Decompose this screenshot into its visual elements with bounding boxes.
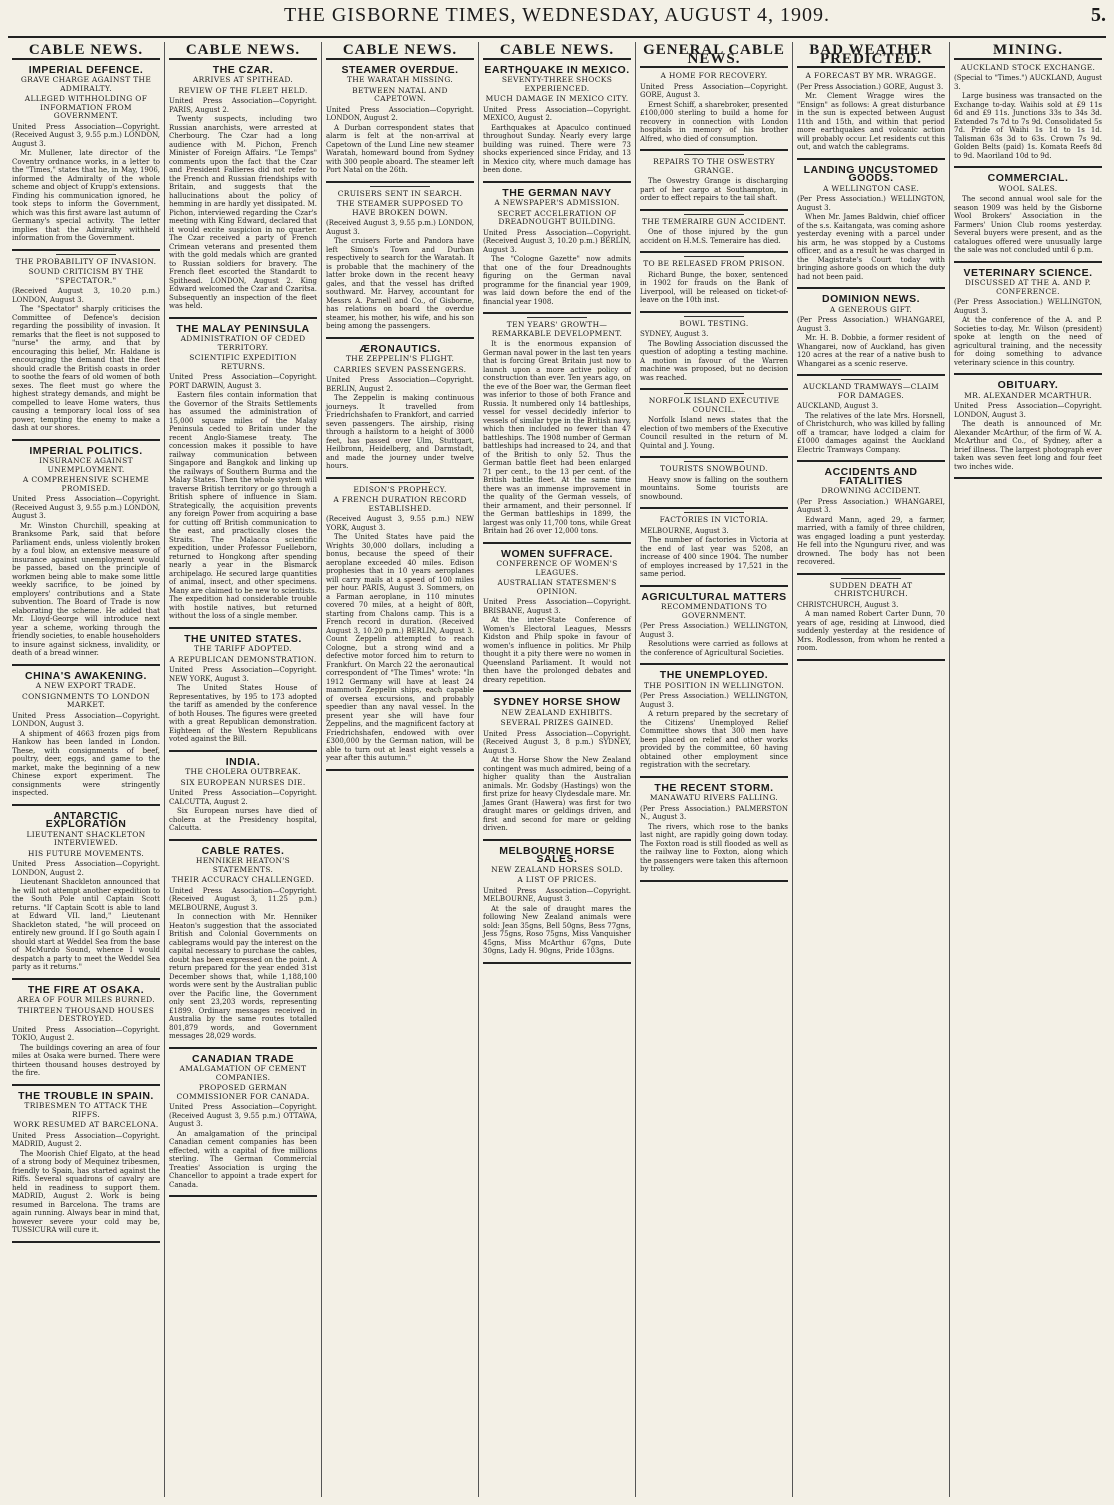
article-subheading: DISCUSSED AT THE A. AND P. CONFERENCE.	[964, 278, 1092, 296]
dateline: United Press Association—Copyright. (Received August 3, 11.25 p.m.) MELBOURNE, August 3.	[169, 886, 317, 912]
article-separator	[797, 374, 945, 376]
article-subheading: WOOL SALES.	[998, 183, 1058, 193]
article-body: The second annual wool sale for the season 1909 was held by the Gisborne Wool Brokers' Association in the Farmers' Union Club rooms yesterday. Several buyers were present, and as the catalogues offered were unusually large the sale was not concluded until 6 p.m.	[954, 195, 1102, 254]
dateline: (Per Press Association.) PALMERSTON N., August 3.	[640, 804, 788, 821]
article-body: Mr. Mullener, late director of the Coventry ordnance works, in a letter to the "Times," states that he, in May, 1906, informed the Admiralty of the whole scheme and object of Krupp's extensions. Finding his communication ignored, he took steps to inform the Government, which was this first aware last autumn of Germany's special activity. The letter implies that the Admiralty withheld information from the Government.	[12, 149, 160, 242]
article-subheading: MR. ALEXANDER MCARTHUR.	[964, 390, 1092, 400]
article-heading: CABLE RATES.	[201, 844, 285, 857]
article-subheading: REVIEW OF THE FLEET HELD.	[178, 85, 308, 95]
article	[640, 393, 788, 458]
article-separator	[797, 158, 945, 160]
dateline: (Per Press Association.) WELLINGTON, August 3.	[640, 622, 788, 639]
article-body: Six European nurses have died of cholera at the Presidency hospital, Calcutta.	[169, 807, 317, 832]
article-body: A man named Robert Carter Dunn, 70 years of age, residing at Linwood, died suddenly yesterday at the residence of Mrs. Rodlesson, from whom he rented a room.	[797, 610, 945, 652]
divider	[684, 316, 743, 317]
article	[169, 1052, 317, 1198]
article	[326, 482, 474, 771]
article-subheading: MANAWATU RIVERS FALLING.	[649, 793, 779, 802]
article-subheading: ADMINISTRATION OF CEDED TERRITORY.	[180, 334, 306, 352]
article	[640, 781, 788, 882]
article-body: One of those injured by the gun accident on H.M.S. Temeraire has died.	[640, 228, 788, 245]
article-subheading: THE PROBABILITY OF INVASION.	[15, 256, 157, 266]
article-subheading: THEIR ACCURACY CHALLENGED.	[171, 875, 315, 884]
dateline: United Press Association—Copyright. LONDON, August 2.	[12, 860, 160, 877]
article-body: The rivers, which rose to the banks last night, are rapidly going down today. The Foxton road is still flooded as well as the railway line to Foxton, along which the passengers were taken this afternoon by trolley.	[640, 822, 788, 873]
columns	[8, 42, 1106, 1497]
article	[169, 632, 317, 752]
article-subheading: A WELLINGTON CASE.	[822, 183, 920, 193]
dateline: AUCKLAND, August 3.	[797, 402, 879, 410]
article-subheading: A HOME FOR RECOVERY.	[660, 71, 768, 80]
article	[483, 844, 631, 964]
divider	[684, 214, 743, 215]
article-subheading: GRAVE CHARGE AGAINST THE ADMIRALTY.	[20, 75, 152, 93]
article-separator	[326, 337, 474, 339]
article-subheading: MUCH DAMAGE IN MEXICO CITY.	[485, 94, 629, 103]
article	[640, 671, 788, 778]
article-subheading: SCIENTIFIC EXPEDITION RETURNS.	[189, 353, 297, 371]
article-separator	[954, 261, 1102, 263]
article-separator	[169, 627, 317, 629]
dateline: United Press Association—Copyright. (Received August 3, 10.20 p.m.) BERLIN, August 3.	[483, 228, 631, 254]
article-body: The United States have paid the Wrights 30,000 dollars, including a bonus, because the speed of their aeroplane exceeded 40 miles. Edison prophesies that in 10 years aeroplanes will carry mails at a speed of 100 miles per hour. PARIS, August 3. Sommers, on a Farman aeroplane, in 110 minutes covered 70 miles, at a height of 80ft, starting from Chalons camp. This is a French record in duration. (Received August 3, 10.20 p.m.) BERLIN, August 3. Count Zeppelin attempted to reach Cologne, but a strong wind and a defective motor forced him to return to Frankfurt. On March 22 the aeronautical correspondent of "The Times" wrote: "In 1912 Germany will have at least 24 mammoth Zeppelin ships, each capable of oversea excursions, and probably speedier than any naval vessel. In the present year she will have four Zeppelins, and the magnificent factory at Friedrichshafen, endowed with over £300,000 by the German nation, will be able to turn out at least eight vessels a year after this autumn."	[326, 533, 474, 762]
column-6	[793, 42, 950, 1497]
article-separator	[797, 460, 945, 462]
article-subheading: A REPUBLICAN DEMONSTRATION.	[169, 654, 317, 664]
article-heading: AGRICULTURAL MATTERS	[641, 590, 787, 603]
column-1	[8, 42, 165, 1497]
article	[169, 322, 317, 629]
article-heading: COMMERCIAL.	[987, 172, 1069, 184]
article-separator	[483, 181, 631, 183]
dateline: (Received August 3, 9.55 p.m.) LONDON, August 3.	[326, 219, 474, 236]
article-subheading: AREA OF FOUR MILES BURNED.	[17, 995, 155, 1004]
column-4	[479, 42, 636, 1497]
article-body: The death is announced of Mr. Alexander McArthur, of the firm of W. A. McArthur and Co., of Sydney, after a brief illness. The largest photograph ever taken was seven feet long and four feet two inches wide.	[954, 420, 1102, 471]
article	[12, 983, 160, 1086]
article-subheading: INSURANCE AGAINST UNEMPLOYMENT.	[39, 456, 133, 474]
divider	[841, 578, 900, 579]
article-subheading: TEN YEARS' GROWTH—REMARKABLE DEVELOPMENT.	[491, 320, 623, 338]
article-subheading: SEVERAL PRIZES GAINED.	[500, 718, 614, 727]
column-banner: MINING.	[954, 42, 1102, 60]
article-subheading: NORFOLK ISLAND EXECUTIVE COUNCIL.	[648, 396, 780, 414]
article-body: Mr. Clement Wragge wires the "Ensign" as follows: A great disturbance in the sun is expected between August 11th and 15th, and within that period more earthquakes and volcanic action will probably occur. Let residents cut this out, and watch the cablegrams.	[797, 92, 945, 151]
newspaper-title: THE GISBORNE TIMES, WEDNESDAY, AUGUST 4, 1909.	[283, 4, 831, 26]
article-subheading: THE WARATAH MISSING.	[346, 75, 454, 84]
article-subheading: A COMPREHENSIVE SCHEME PROMISED.	[22, 475, 150, 493]
article-body: It is the enormous expansion of German naval power in the last ten years that is forcing Great Britain just now to launch upon a more active policy of construction than ever. Ten years ago, on the eve of the Boer war, the German fleet was inferior to those of both France and Russia. It numbered only 14 battleships, vessel for vessel decidedly inferior to vessels of similar type in the British navy, which then included no fewer than 47 battleships. The 1908 number of German battleships had increased to 24, and that of the British to only 52. Thus the German battle fleet had been enlarged 71 per cent., to the 13 per cent. of the British battle fleet. At the same time there was an immense improvement in the quality of the German vessels, of their armament, and their personnel. If the German battleships in 1899, the largest was only 11,700 tons, while Great Britain had 26 over 12,000 tons.	[483, 340, 631, 535]
column-banner: CABLE NEWS.	[483, 42, 631, 60]
article-body: Twenty suspects, including two Russian anarchists, were arrested at Cherbourg. The Czar had a long audience with M. Pichon, French Minister of Foreign Affairs. "Le Temps" comments upon the fact that the Czar and President Fallieres did not refer to the French and Russian friendships with Britain, and suggests that the hallucinations about the policy of hemming in are hardly yet dissipated. M. Pichon, interviewed regarding the Czar's meeting with King Edward, declared that it would excite suspicion in no quarter. The Czar received a party of French Crimean veterans and presented them with the gold medals which are granted to Russian soldiers for bravery. The French fleet escorted the Standardt to Spithead. LONDON, August 2. King Edward welcomed the Czar and Czaritsa. Subsequently an inspection of the fleet was held.	[169, 115, 317, 310]
article-body: Resolutions were carried as follows at the conference of Agricultural Societies.	[640, 640, 788, 657]
article-subheading: CRUISERS SENT IN SEARCH.	[337, 188, 463, 198]
dateline: MELBOURNE, August 3.	[640, 526, 729, 535]
article-body: The Moorish Chief Elgato, at the head of a strong body of Mequinez tribesmen, friendly to Spain, has started against the Riffs. Several squadrons of cavalry are held in readiness to support them. MADRID, August 2. Work is being resumed in Barcelona. The trams are again running. Always bear in mind that, however severe your cold may be, TUSSICURA will cure it.	[12, 1149, 160, 1234]
dateline: United Press Association—Copyright. PARIS, August 2.	[169, 97, 317, 114]
dateline: (Per Press Association.) WHANGAREI, August 3.	[797, 316, 945, 333]
article-subheading: NEW ZEALAND HORSES SOLD.	[491, 864, 623, 874]
article	[483, 317, 631, 544]
dateline: United Press Association—Copyright. TOKIO, August 2.	[12, 1025, 160, 1042]
article-heading: THE FIRE AT OSAKA.	[27, 983, 145, 996]
article-subheading: THE TEMERAIRE GUN ACCIDENT.	[641, 216, 787, 226]
column-2	[165, 42, 322, 1497]
article-subheading: TO BE RELEASED FROM PRISON.	[643, 259, 785, 268]
article	[169, 755, 317, 841]
article	[640, 72, 788, 151]
article-heading: VETERINARY SCIENCE.	[963, 266, 1093, 279]
article-heading: THE TROUBLE IN SPAIN.	[18, 1089, 154, 1102]
article-subheading: AMALGAMATION OF CEMENT COMPANIES.	[179, 1064, 307, 1082]
article-body: A Durban correspondent states that alarm is felt at the non-arrival at Capetown of the Lund Line new steamer Waratah, homeward bound from Sydney with 300 people aboard. The steamer left Port Natal on the 26th.	[326, 123, 474, 174]
article-body: At the Horse Show the New Zealand contingent was much admired, being of a higher quality than the Australian animals. Mr. Godsby (Hastings) won the first prize for heavy Clydesdale mare. Mr. James Grant (Hawera) was first for two draught mares or geldings driven, and first and second for mare or gelding driven.	[483, 756, 631, 832]
article-subheading: SEVENTY-THREE SHOCKS EXPERIENCED.	[501, 75, 613, 93]
column-5	[636, 42, 793, 1497]
article-subheading: REPAIRS TO THE OSWESTRY GRANGE.	[653, 157, 775, 175]
article-separator	[12, 804, 160, 806]
article-subheading: SOUND CRITICISM BY THE "SPECTATOR."	[28, 267, 144, 285]
divider	[56, 254, 115, 255]
masthead	[8, 4, 1106, 38]
article-separator	[12, 439, 160, 441]
column-banner: CABLE NEWS.	[12, 42, 160, 60]
article-subheading: BOWL TESTING.	[679, 318, 749, 328]
article-separator	[640, 663, 788, 665]
article-separator	[640, 585, 788, 587]
article	[640, 316, 788, 391]
article-subheading: ALLEGED WITHHOLDING OF INFORMATION FROM GOVERNMENT.	[24, 94, 148, 120]
article	[483, 63, 631, 183]
article	[12, 254, 160, 441]
dateline: (Per Press Association.) WELLINGTON, August 3.	[640, 692, 788, 709]
dateline: United Press Association—Copyright. (Received August 3, 8 p.m.) SYDNEY, August 3.	[483, 729, 631, 755]
article	[640, 256, 788, 313]
article-body: The number of factories in Victoria at the end of last year was 5208, an increase of 400 since 1904. The number of employes increased by 17,521 in the same period.	[640, 536, 788, 578]
article-subheading: WORK RESUMED AT BARCELONA.	[13, 1120, 159, 1129]
divider	[684, 461, 743, 462]
article-subheading: HIS FUTURE MOVEMENTS.	[27, 848, 145, 858]
article-body: Ernest Schiff, a sharebroker, presented £100,000 sterling to build a home for recovery in connection with London hospitals in memory of his brother Alfred, who died of consumption.	[640, 100, 788, 143]
article-body: The "Spectator" sharply criticises the Committee of Defence's decision regarding the possibility of invasion. It remarks that the fleet is not supposed to "nurse" the army, and that by encouraging this belief, Mr. Haldane is encouraging the demand that the fleet should cradle the British coasts in order to soothe the fears of old women of both sexes. The fleet must go where the highest strategy demands, and might be compelled to leave Home waters, thus causing a temporary local loss of sea power, tempting the enemy to make a dash at our shores.	[12, 305, 160, 432]
article-body: Mr. H. B. Dobbie, a former resident of Whangarei, now of Auckland, has given 120 acres at the rear of a native bush to Whangarei as a scenic reserve.	[797, 334, 945, 368]
article	[169, 844, 317, 1049]
article-subheading: THE STEAMER SUPPOSED TO HAVE BROKEN DOWN.	[336, 199, 464, 217]
column-banner: BAD WEATHER PREDICTED.	[797, 42, 945, 68]
article-subheading: A GENEROUS GIFT.	[829, 304, 913, 314]
dateline: (Per Press Association.) WHANGAREI, August 3.	[797, 497, 945, 514]
article-separator	[640, 311, 788, 313]
article-heading: ÆRONAUTICS.	[359, 342, 441, 355]
dateline: United Press Association—Copyright. NEW YORK, August 3.	[169, 666, 317, 683]
column-banner: GENERAL CABLE NEWS.	[640, 42, 788, 68]
dateline: United Press Association—Copyright. LONDON, August 3.	[954, 402, 1102, 419]
dateline: (Per Press Association.) WELLINGTON, August 3.	[797, 195, 945, 212]
article	[483, 186, 631, 315]
article-heading: IMPERIAL POLITICS.	[29, 444, 143, 457]
article-heading: DOMINION NEWS.	[822, 293, 920, 305]
divider	[527, 317, 586, 318]
article	[12, 669, 160, 806]
article	[954, 266, 1102, 376]
article	[640, 512, 788, 587]
article-heading: OBITUARY.	[997, 379, 1059, 391]
article-separator	[640, 388, 788, 390]
article-body: A shipment of 4663 frozen pigs from Hankow has been landed in London. These, with consignments of beef, poultry, deer, eggs, and game to the market, make the beginning of a new Chinese export experiment. The consignments were stringently inspected.	[12, 729, 160, 797]
article-subheading: THE POSITION IN WELLINGTON.	[643, 680, 785, 690]
article	[797, 379, 945, 462]
dateline: United Press Association—Copyright. GORE, August 3.	[640, 82, 788, 99]
article-separator	[640, 507, 788, 509]
article	[640, 154, 788, 211]
article-separator	[640, 149, 788, 151]
article	[954, 174, 1102, 263]
article-heading: EARTHQUAKE IN MEXICO.	[484, 63, 630, 76]
article-body: When Mr. James Baldwin, chief officer of the s.s. Kaitangata, was coming ashore yesterday evening with a parcel under his arm, he was stopped by a Customs officer, and as a result he was charged in the Magistrate's Court today with bringing ashore goods on which the duty had not been paid.	[797, 213, 945, 281]
article-heading: WOMEN SUFFRACE.	[501, 547, 613, 560]
article-subheading: AUCKLAND STOCK EXCHANGE.	[960, 62, 1096, 72]
article-body: In connection with Mr. Henniker Heaton's suggestion that the associated British and Colonial Governments on cablegrams would pay the interest on the capital necessary to purchase the cables, doubt has been expressed on the point. A return prepared for the year ended 31st December shows that, while 1,188,100 words were sent by the Australian public over the Pacific line, the Government only sent 23,203 words, representing £1899. Ordinary messages received in Australia by the same routes totalled 801,879 words, and Government messages 28,029 words.	[169, 913, 317, 1040]
article-body: The Zeppelin is making continuous journeys. It travelled from Friedrichshafen to Frankfort, and carried seven passengers. The airship, rising through a hailstorm to a height of 3000 feet, has passed over Ulm, Stuttgart, Heilbronn, Heidelberg, and Darmstadt, and made the journey under twelve hours.	[326, 394, 474, 470]
article-separator	[640, 776, 788, 778]
article	[797, 468, 945, 575]
article-separator	[640, 880, 788, 882]
dateline: CHRISTCHURCH, August 3.	[797, 600, 899, 609]
divider	[684, 154, 743, 155]
dateline: United Press Association—Copyright. (Received August 3, 9.55 p.m.) OTTAWA, August 3.	[169, 1103, 317, 1128]
divider	[841, 379, 900, 380]
article-body: At the inter-State Conference of Women's Electoral Leagues, Messrs Kidston and Philp spoke in favour of women's influence in politics. Mr Philp thought it a pity there were no women in Queensland Parliament. It would not then have the prolonged debates and dreary repetition.	[483, 616, 631, 684]
article-heading: STEAMER OVERDUE.	[341, 63, 459, 76]
article	[12, 809, 160, 980]
article-separator	[483, 690, 631, 692]
article-separator	[326, 769, 474, 771]
dateline: United Press Association—Copyright. MEXICO, August 2.	[483, 105, 631, 122]
dateline: United Press Association—Copyright. (Received August 3, 9.55 p.m.) LONDON, August 3.	[12, 495, 160, 520]
article-body: The relatives of the late Mrs. Horsnell, of Christchurch, who was killed by falling off a tramcar, have lodged a claim for £1000 damages against the Auckland Electric Tramways Company.	[797, 411, 945, 454]
article-separator	[169, 839, 317, 841]
article-body: Mr. Winston Churchill, speaking at Branksome Park, said that before Parliament ends, unless violently broken by a foul blow, an extensive measure of insurance against unemployment would be passed, based on the principle of workmen being able to make some little weekly sacrifice, to be joined by employers' contributions and a State subvention. The Board of Trade is now elaborating the scheme. He added that Mr. Lloyd-George will introduce next year a scheme, working through the friendly societies, to enable householders to insure against sickness, invalidity, or death of a bread winner.	[12, 521, 160, 657]
dateline: United Press Association—Copyright. MELBOURNE, August 3.	[483, 886, 631, 903]
article-separator	[640, 251, 788, 253]
article-heading: CHINA'S AWAKENING.	[25, 669, 147, 682]
article-body: Lieutenant Shackleton announced that he will not attempt another expedition to the South Pole until Captain Scott returns. "If Captain Scott is able to land at Edward VII. land," Lieutenant Shackleton stated, "he will proceed on entirely new ground. If I go South again I should start at Weddel Sea from the base of McMurdo Sound, whence I would despatch a party to meet the Weddel Sea party as it returns."	[12, 878, 160, 971]
article-separator	[483, 962, 631, 964]
divider	[684, 256, 743, 257]
article-separator	[326, 181, 474, 183]
article-subheading: A NEWSPAPER'S ADMISSION.	[494, 198, 620, 207]
article-heading: CANADIAN TRADE	[191, 1052, 295, 1065]
article-separator	[797, 659, 945, 661]
article-subheading: SECRET ACCELERATION OF DREADNOUGHT BUILDING.	[497, 208, 617, 226]
article-body: The United States House of Representatives, by 195 to 173 adopted the tariff as amended by the conference of both Houses. The figures were greeted with a great Republican demonstration. Eighteen of the Western Republicans voted against the Bill.	[169, 684, 317, 743]
article-separator	[954, 373, 1102, 375]
article	[640, 590, 788, 666]
article-heading: THE UNEMPLOYED.	[659, 669, 769, 681]
article-separator	[169, 1195, 317, 1197]
article-separator	[640, 456, 788, 458]
article-body: The Bowling Association discussed the question of adopting a testing machine. A motion in favour of the Warren machine was proposed, but no decision was reached.	[640, 339, 788, 382]
article-subheading: DROWNING ACCIDENT.	[821, 486, 921, 495]
divider	[684, 393, 743, 394]
article-subheading: RECOMMENDATIONS TO GOVERNMENT.	[660, 602, 768, 620]
article-heading: THE RECENT STORM.	[654, 781, 774, 794]
article-subheading: THIRTEEN THOUSAND HOUSES DESTROYED.	[17, 1005, 155, 1023]
article-separator	[483, 542, 631, 544]
article	[326, 63, 474, 183]
article-heading: INDIA.	[225, 755, 261, 768]
dateline: (Special to "Times.") AUCKLAND, August 3.	[954, 74, 1102, 91]
article-separator	[797, 287, 945, 289]
article-subheading: NEW ZEALAND EXHIBITS.	[501, 707, 613, 717]
column-banner: CABLE NEWS.	[169, 42, 317, 60]
article	[797, 578, 945, 661]
article-subheading: HENNIKER HEATON'S STATEMENTS.	[195, 856, 291, 874]
dateline: (Per Press Association.) WELLINGTON, August 3.	[954, 298, 1102, 315]
article-body: An amalgamation of the principal Canadian cement companies has been effected, with a capital of five millions sterling. The German Commercial Treaties' Association is urging the Chancellor to appoint a trade expert for Canada.	[169, 1129, 317, 1189]
article-separator	[169, 1047, 317, 1049]
article	[797, 295, 945, 376]
article-subheading: EDISON'S PROPHECY.	[353, 484, 447, 494]
dateline: United Press Association—Copyright. BRISBANE, August 3.	[483, 598, 631, 615]
article-separator	[12, 1241, 160, 1243]
article	[12, 63, 160, 251]
article-subheading: AUSTRALIAN STATESMEN'S OPINION.	[497, 578, 617, 596]
page-number: 5.	[1091, 4, 1106, 26]
article-body: Richard Bunge, the boxer, sentenced in 1902 for frauds on the Bank of Liverpool, will be released on ticket-of-leave on the 10th inst.	[640, 270, 788, 304]
article-subheading: CONSIGNMENTS TO LONDON MARKET.	[22, 691, 150, 709]
article-heading: THE UNITED STATES.	[184, 632, 302, 645]
article-subheading: AUCKLAND TRAMWAYS—CLAIM FOR DAMAGES.	[803, 382, 939, 400]
article-separator	[169, 317, 317, 319]
article	[483, 547, 631, 693]
article-subheading: SIX EUROPEAN NURSES DIE.	[180, 777, 306, 787]
article-body: Large business was transacted on the Exchange to-day. Waihis sold at £9 11s 6d and £9 11s. Junctions 33s to 34s 3d. Extended 7s 7d to 7s 9d. Consolidated 5s 7d. Pride of Waihi 1s 1d to 1s 1d. Talisman 63s 3d to 63s. Crown 7s 9d. Golden Belts (paid) 1s. Komata Reefs 8d to 9d. Maoriland 10d to 9d.	[954, 92, 1102, 160]
article-body: Earthquakes at Apaculco continued throughout Sunday. Nearly every large building was ruined. There were 73 shocks experienced since Friday, and 13 in Mexico city, where much damage has been done.	[483, 123, 631, 174]
article-subheading: CONFERENCE OF WOMEN'S LEAGUES.	[496, 559, 618, 577]
article-body: Norfolk Island news states that the election of two members of the Executive Council resulted in the return of M. Quintal and J. Young.	[640, 416, 788, 450]
article-body: The "Cologne Gazette" now admits that one of the four Dreadnoughts figuring on the German naval programme for the financial year 1909, was laid down before the end of the financial year 1908.	[483, 255, 631, 306]
article	[954, 64, 1102, 169]
article-separator	[326, 477, 474, 479]
article-subheading: PROPOSED GERMAN COMMISSIONER FOR CANADA.	[176, 1083, 310, 1101]
column-3	[322, 42, 479, 1497]
article-body: A return prepared by the secretary of the Citizens' Unemployed Relief Committee shows that 300 men have been placed on relief and other works provided by the committee, 60 having obtained other employment since registration with the secretary.	[640, 710, 788, 769]
article-separator	[12, 978, 160, 980]
article-body: Eastern files contain information that the Governor of the Straits Settlements has assumed the administration of 15,000 square miles of the Malay Peninsula ceded to Britain under the recent Anglo-Siamese treaty. The concession makes it possible to have railway communication between Singapore and Bangkok and linking up the railways of Southern Burma and the Malay States. Then the whole system will traverse British territory or go through a British sphere of influence in Siam. Strategically, the acquisition prevents any foreign Power from acquiring a base for cutting off British communication to the east, and practically closes the Straits. The Malacca scientific expedition, under Professor Fuelleborn, returned to Hongkong after spending nearly a year in the Bismarck archipelago. He secured large quantities of animal, insect, and other specimens. Many are claimed to be new to scientists. The expedition had considerable trouble with hostile natives, but returned without the loss of a single member.	[169, 391, 317, 620]
article-subheading: LIEUTENANT SHACKLETON INTERVIEWED.	[26, 829, 146, 847]
article-subheading: THE TARIFF ADOPTED.	[194, 644, 292, 653]
article	[169, 63, 317, 319]
article-separator	[12, 664, 160, 666]
article-body: The buildings covering an area of four miles at Osaka were burned. There were thirteen thousand houses destroyed by the fire.	[12, 1043, 160, 1077]
article-separator	[483, 312, 631, 314]
dateline: SYDNEY, August 3.	[640, 330, 709, 338]
article-heading: SYDNEY HORSE SHOW	[493, 696, 621, 708]
article-heading: LANDING UNCUSTOMED GOODS.	[803, 163, 939, 184]
article-heading: ANTARCTIC EXPLORATION	[45, 809, 127, 830]
article	[326, 342, 474, 479]
article-separator	[954, 166, 1102, 168]
article-body: At the conference of the A. and P. Societies to-day, Mr. Wilson (president) spoke at length on the need of agricultural training, and the necessity for doing something to advance veterinary science in this country.	[954, 316, 1102, 367]
article-subheading: A LIST OF PRICES.	[517, 875, 597, 884]
article	[797, 72, 945, 160]
article-heading: THE MALAY PENINSULA	[176, 322, 310, 335]
article-subheading: ARRIVES AT SPITHEAD.	[192, 75, 294, 84]
article-separator	[640, 209, 788, 211]
dateline: United Press Association—Copyright. BERLIN, August 2.	[326, 376, 474, 393]
column-7	[950, 42, 1106, 1497]
article-body: The Oswestry Grange is discharging part of her cargo at Southampton, in order to effect repairs to the tail shaft.	[640, 177, 788, 202]
article-body: Heavy snow is falling on the southern mountains. Some tourists are snowbound.	[640, 475, 788, 501]
article	[483, 698, 631, 841]
article	[797, 163, 945, 290]
article	[12, 444, 160, 666]
article-heading: ACCIDENTS AND FATALITIES	[824, 466, 918, 487]
article-subheading: THE CHOLERA OUTBREAK.	[185, 767, 301, 776]
article-heading: THE CZAR.	[212, 63, 274, 76]
article-subheading: A NEW EXPORT TRADE.	[35, 681, 137, 690]
divider	[684, 512, 743, 513]
article	[640, 214, 788, 254]
article-separator	[12, 249, 160, 251]
article-subheading: A FORECAST BY MR. WRAGGE.	[805, 71, 937, 80]
dateline: United Press Association—Copyright. PORT DARWIN, August 3.	[169, 373, 317, 390]
dateline: United Press Association—Copyright. LONDON, August 3.	[12, 711, 160, 728]
article-body: The cruisers Forte and Pandora have left Simon's Town and Durban respectively to search for the Waratah. It is probable that the machinery of the latter broke down in the recent heavy gales, and that the vessel has drifted southward. Mr. Harvey, accountant for Messrs A. Parnell and Co., of Gisborne, has relations on board the overdue steamer, his mother, his wife, and his son being among the passengers.	[326, 237, 474, 330]
article-subheading: BETWEEN NATAL AND CAPETOWN.	[352, 85, 448, 103]
article-subheading: CARRIES SEVEN PASSENGERS.	[333, 364, 467, 374]
article-subheading: THE ZEPPELIN'S FLIGHT.	[345, 354, 455, 363]
article	[12, 1089, 160, 1243]
article-separator	[797, 573, 945, 575]
article-separator	[12, 1084, 160, 1086]
article-body: Edward Mann, aged 29, a farmer, married, with a family of three children, was engaged loading a punt yesterday. He fell into the Ngunguru river, and was drowned. The body has not been recovered.	[797, 515, 945, 566]
article-subheading: A FRENCH DURATION RECORD ESTABLISHED.	[333, 495, 467, 513]
article-separator	[483, 839, 631, 841]
column-banner: CABLE NEWS.	[326, 42, 474, 60]
article-subheading: TRIBESMEN TO ATTACK THE RIFFS.	[24, 1101, 148, 1119]
article-heading: MELBOURNE HORSE SALES.	[499, 844, 615, 865]
dateline: United Press Association—Copyright. LONDON, August 2.	[326, 105, 474, 122]
dateline: United Press Association—Copyright. MADRID, August 2.	[12, 1131, 160, 1148]
article-separator	[954, 477, 1102, 479]
article	[954, 381, 1102, 479]
divider	[370, 186, 429, 187]
article	[326, 186, 474, 339]
article-separator	[169, 750, 317, 752]
article-subheading: TOURISTS SNOWBOUND.	[660, 464, 768, 473]
article-body: At the sale of draught mares the following New Zealand animals were sold: Jean 35gns, Bell 50gns, Bess 77gns, Jess 75gns, Roso 75gns, Miss Vanquisher 45gns, Miss McArthur 67gns, Dute 30gns, Lady H. 90gns, Pride 103gns.	[483, 904, 631, 955]
divider	[370, 482, 429, 483]
dateline: (Per Press Association.) GORE, August 3.	[797, 82, 944, 91]
article-heading: IMPERIAL DEFENCE.	[28, 63, 144, 76]
dateline: United Press Association—Copyright. (Received August 3, 9.55 p.m.) LONDON, August 3.	[12, 122, 160, 148]
article-subheading: FACTORIES IN VICTORIA.	[659, 515, 769, 524]
article-heading: THE GERMAN NAVY	[502, 186, 612, 199]
dateline: United Press Association—Copyright. CALCUTTA, August 2.	[169, 789, 317, 806]
article-subheading: SUDDEN DEATH AT CHRISTCHURCH.	[829, 580, 913, 598]
dateline: (Received August 3, 9.55 p.m.) NEW YORK, August 3.	[326, 515, 474, 532]
article	[640, 461, 788, 509]
dateline: (Received August 3, 10.20 p.m.) LONDON, August 3.	[12, 287, 160, 304]
